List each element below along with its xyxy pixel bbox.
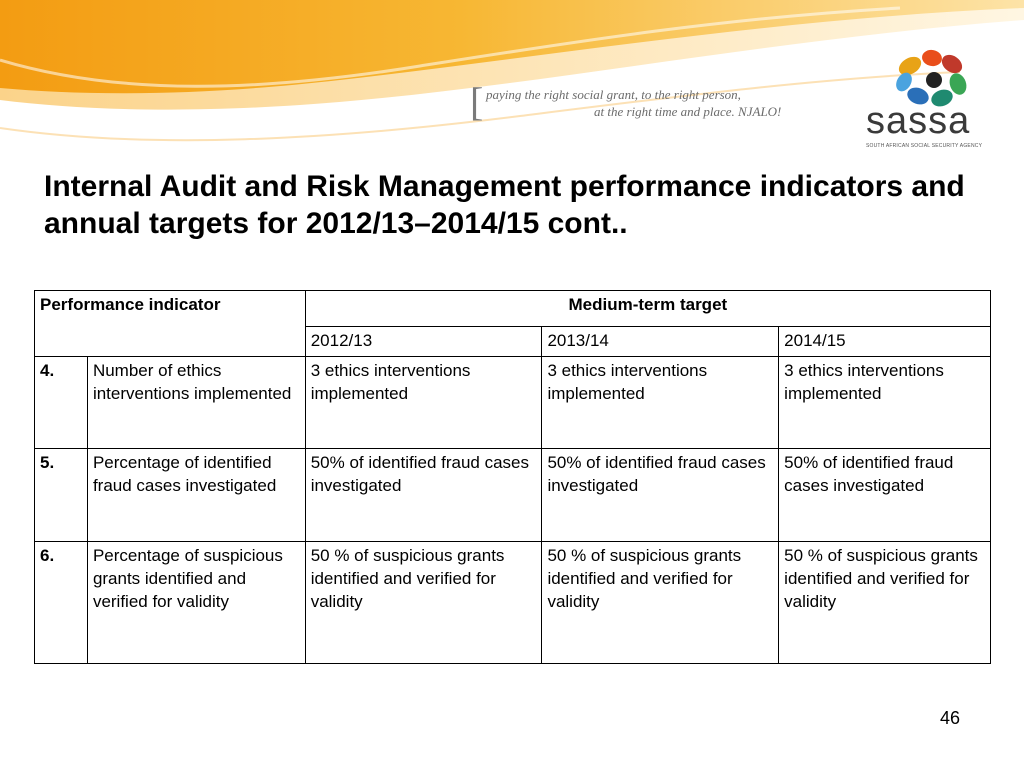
year-header: 2012/13 <box>305 327 542 357</box>
tagline-line1: paying the right social grant, to the right person, <box>486 87 741 102</box>
indicator-cell: Percentage of suspicious grants identified and verified for validity <box>87 542 305 664</box>
performance-table <box>34 290 991 664</box>
page-number: 46 <box>940 708 961 728</box>
target-cell: 50 % of suspicious grants identified and verified for validity <box>779 542 991 664</box>
row-number: 5. <box>35 449 88 542</box>
target-cell: 50 % of suspicious grants identified and verified for validity <box>542 542 779 664</box>
table-row <box>35 449 991 542</box>
header-performance-indicator: Performance indicator <box>35 291 306 357</box>
target-cell: 50 % of suspicious grants identified and verified for validity <box>305 542 542 664</box>
logo-subtitle: SOUTH AFRICAN SOCIAL SECURITY AGENCY <box>866 143 983 149</box>
target-cell: 50% of identified fraud cases investigated <box>305 449 542 542</box>
header-medium-term-target: Medium-term target <box>305 291 990 327</box>
target-cell: 3 ethics interventions implemented <box>305 357 542 449</box>
year-header: 2014/15 <box>779 327 991 357</box>
row-number: 4. <box>35 357 88 449</box>
row-number: 6. <box>35 542 88 664</box>
page-title: Internal Audit and Risk Management performance indicators and annual targets for 2012/13–2014/15 cont.. <box>44 170 965 240</box>
year-header: 2013/14 <box>542 327 779 357</box>
tagline-line2: at the right time and place. NJALO! <box>594 104 782 119</box>
indicator-cell: Percentage of identified fraud cases investigated <box>87 449 305 542</box>
table-row <box>35 542 991 664</box>
target-cell: 3 ethics interventions implemented <box>542 357 779 449</box>
target-cell: 50% of identified fraud cases investigated <box>779 449 991 542</box>
table-row <box>35 357 991 449</box>
logo-wordmark: sassa <box>866 100 971 142</box>
bracket-glyph: [ <box>470 79 484 124</box>
target-cell: 50% of identified fraud cases investigated <box>542 449 779 542</box>
indicator-cell: Number of ethics interventions implemented <box>87 357 305 449</box>
target-cell: 3 ethics interventions implemented <box>779 357 991 449</box>
